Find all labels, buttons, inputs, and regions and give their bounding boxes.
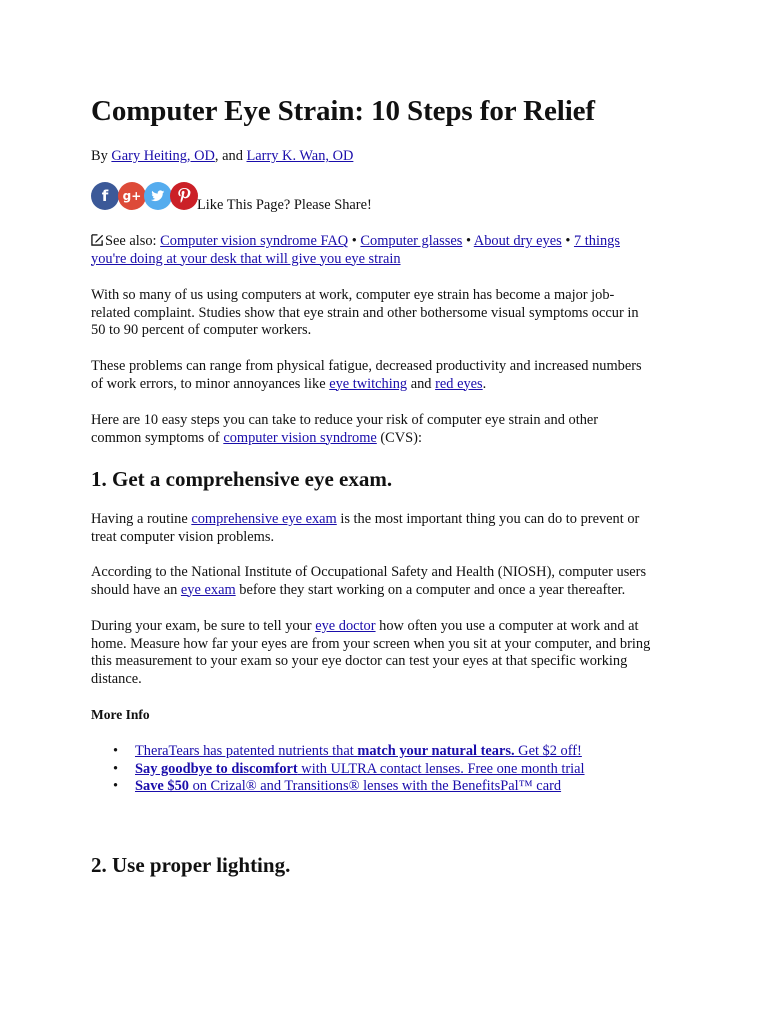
link-about-dry-eyes[interactable]: About dry eyes xyxy=(473,233,562,249)
list-item xyxy=(91,761,681,779)
step-1-heading: 1. Get a comprehensive eye exam. xyxy=(91,467,393,491)
link-computer-vision-syndrome[interactable]: computer vision syndrome xyxy=(223,429,377,446)
steps-intro-text-2: (CVS): xyxy=(376,429,422,446)
promo-text: TheraTears has patented nutrients that xyxy=(135,743,358,759)
pinterest-icon[interactable] xyxy=(170,182,198,210)
list-item xyxy=(91,778,681,796)
promo-text: on Crizal® and Transitions® lenses with the BenefitsPal™ card xyxy=(188,778,562,794)
link-comprehensive-eye-exam[interactable]: comprehensive eye exam xyxy=(191,511,337,527)
link-red-eyes[interactable]: red eyes xyxy=(435,375,483,392)
step-1-p2-text-1: According to the National Institute of Occupational Safety and Health (NIOSH), computer users should have an xyxy=(91,564,647,598)
intro-paragraph: With so many of us using computers at work, computer eye strain has become a major job-related complaint. Studies show that eye strain and other bothersome visual symptoms occur in 50 to 90 percent of computer workers. xyxy=(91,287,639,338)
step-1-paragraph-1 xyxy=(91,511,651,546)
promo-bold-text: Say goodbye to discomfort xyxy=(135,760,298,777)
separator: • xyxy=(462,233,474,249)
promo-link-crizal[interactable] xyxy=(135,778,561,794)
share-label: Like This Page? Please Share! xyxy=(197,197,372,213)
problems-text-2: and xyxy=(407,375,436,392)
more-info-list xyxy=(91,743,681,796)
separator: • xyxy=(561,233,574,249)
problems-text-3: . xyxy=(482,375,487,392)
step-1-p1-text-1: Having a routine xyxy=(91,511,192,527)
step-1-paragraph-2 xyxy=(91,564,651,599)
see-also-prefix: See also: xyxy=(105,233,161,249)
steps-intro-paragraph xyxy=(91,412,651,447)
problems-paragraph xyxy=(91,358,651,393)
promo-text: Get $2 off! xyxy=(514,743,582,759)
promo-link-ultra-lenses[interactable] xyxy=(135,761,585,777)
step-1-p2-text-2: before they start working on a computer and once a year thereafter. xyxy=(235,581,626,598)
link-eye-exam[interactable]: eye exam xyxy=(180,581,236,598)
link-eye-twitching[interactable]: eye twitching xyxy=(329,375,408,392)
link-computer-glasses[interactable]: Computer glasses xyxy=(360,233,463,249)
list-item xyxy=(91,743,681,761)
byline xyxy=(91,148,651,166)
author-link-gary-heiting[interactable]: Gary Heiting, OD xyxy=(111,148,215,164)
step-2-heading: 2. Use proper lighting. xyxy=(91,853,291,877)
see-also xyxy=(91,233,651,268)
facebook-icon[interactable]: f xyxy=(91,182,119,210)
step-1-p3-text-2: how often you use a computer at work and at home. Measure how far your eyes are from your screen when you sit at your computer, and bring this measurement to your exam so your eye doctor can test your eyes at that specific working distance. xyxy=(91,618,651,687)
link-cvs-faq[interactable]: Computer vision syndrome FAQ xyxy=(160,233,349,249)
problems-text-1: These problems can range from physical fatigue, decreased productivity and increased numbers of work errors, to minor annoyances like xyxy=(91,358,642,392)
link-7-things[interactable]: 7 things you're doing at your desk that will give you eye strain xyxy=(91,233,620,267)
step-1-p3-text-1: During your exam, be sure to tell your xyxy=(91,618,316,634)
separator: • xyxy=(348,233,361,249)
step-1-paragraph-3 xyxy=(91,618,651,688)
link-eye-doctor[interactable]: eye doctor xyxy=(315,618,376,634)
promo-bold-text: match your natural tears. xyxy=(357,743,515,759)
promo-bold-text: Save $50 xyxy=(135,778,189,794)
author-link-larry-wan[interactable]: Larry K. Wan, OD xyxy=(246,148,354,164)
twitter-icon[interactable] xyxy=(144,182,172,210)
more-info-heading: More Info xyxy=(91,707,150,722)
bullet: • xyxy=(113,743,119,759)
twitter-bird-glyph xyxy=(151,189,165,203)
pencil-note-icon xyxy=(91,233,104,246)
article-title: Computer Eye Strain: 10 Steps for Relief xyxy=(91,95,595,127)
promo-text: with ULTRA contact lenses. Free one month trial xyxy=(297,760,585,777)
promo-link-theratears[interactable] xyxy=(135,743,582,759)
bullet: • xyxy=(113,760,119,777)
byline-by: By xyxy=(91,148,112,164)
byline-and: , and xyxy=(214,148,247,164)
bullet: • xyxy=(113,778,119,794)
share-bar xyxy=(91,182,491,214)
googleplus-icon[interactable]: g+ xyxy=(118,182,146,210)
pinterest-glyph xyxy=(177,188,191,204)
step-1-p1-text-2: is the most important thing you can do to prevent or treat computer vision problems. xyxy=(91,511,640,545)
steps-intro-text-1: Here are 10 easy steps you can take to reduce your risk of computer eye strain and other common symptoms of xyxy=(91,412,599,446)
